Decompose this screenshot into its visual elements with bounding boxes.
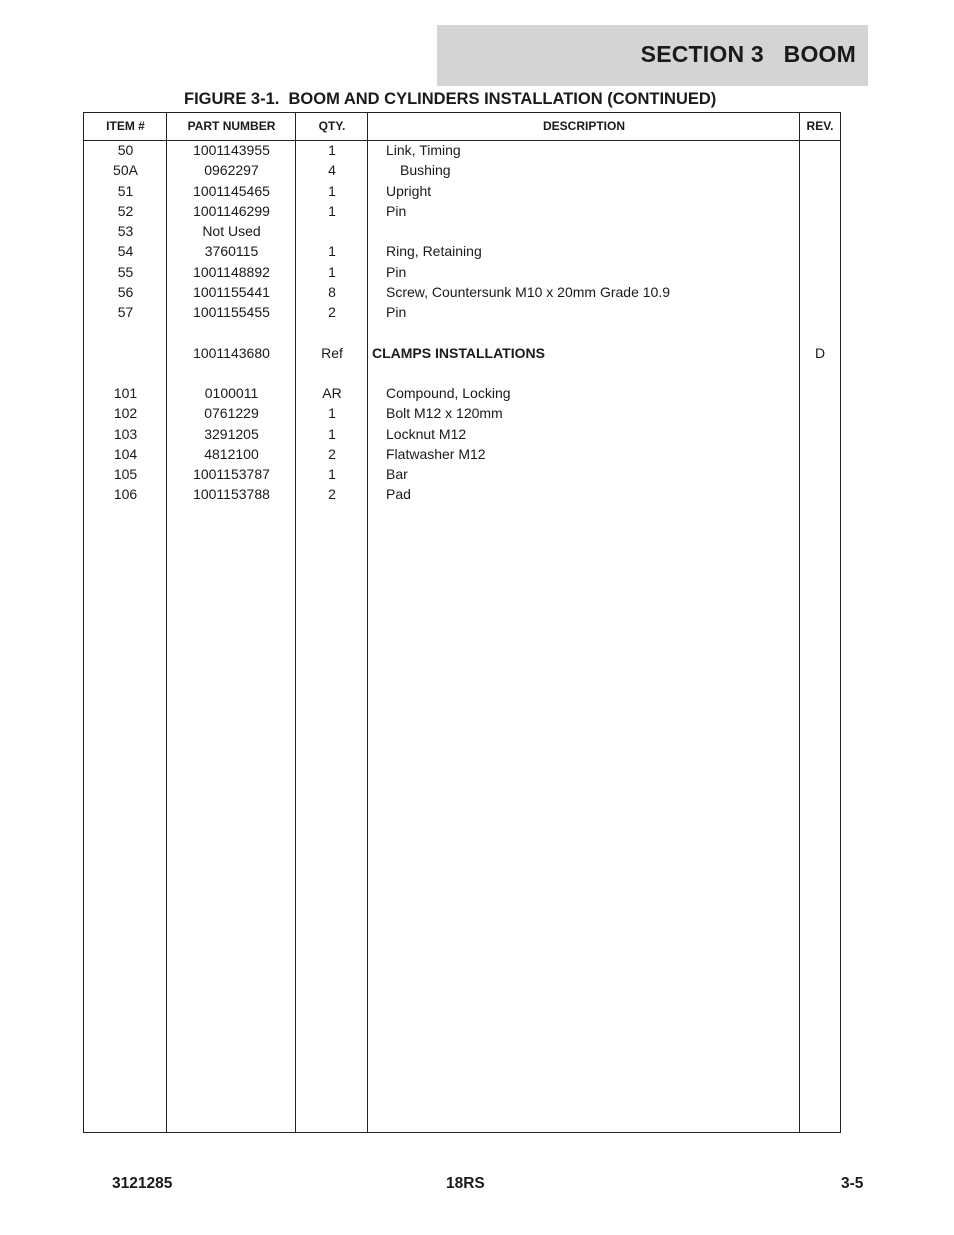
footer-doc-number: 3121285 [112,1175,173,1192]
qty-cell: 4 [328,162,336,179]
part-number-cell: 1001145465 [193,182,270,199]
qty-cell: 2 [328,445,336,462]
description-cell: Bolt M12 x 120mm [386,405,503,422]
qty-cell: 1 [328,243,336,260]
parts-table [83,112,841,1133]
table-row [84,241,840,261]
part-number-cell: 1001143955 [193,142,270,158]
part-number-cell: 0962297 [204,162,259,179]
column-header-qty: QTY. [318,119,346,133]
table-row [84,302,840,322]
part-number-cell: 1001155441 [193,283,270,300]
table-row [84,403,840,423]
description-cell: Pad [386,486,411,503]
description-cell: Compound, Locking [386,385,511,401]
qty-cell: 1 [328,202,336,219]
column-header-rev: REV. [806,119,834,133]
qty-cell: AR [322,385,342,401]
table-row [84,383,840,403]
qty-cell: 1 [328,263,336,280]
qty-cell: 8 [328,283,336,300]
description-cell: Upright [386,182,432,199]
description-cell: Pin [386,304,407,320]
rev-cell: D [814,344,826,361]
part-number-cell: 1001143680 [193,344,270,361]
section-header-box [437,25,868,86]
part-number-cell: 0761229 [204,405,259,422]
qty-cell: 2 [328,486,336,503]
item-cell: 104 [113,445,138,462]
table-row [84,282,840,302]
table-row [84,140,840,160]
section-title: SECTION 3 BOOM [640,41,856,67]
qty-cell: 2 [328,304,336,320]
qty-cell: 1 [328,466,336,482]
table-row [84,221,840,241]
qty-cell: 1 [328,142,336,158]
description-cell: Bushing [400,162,451,179]
part-number-cell: 3760115 [204,243,259,260]
description-cell: Locknut M12 [386,425,467,442]
table-row [84,181,840,201]
item-cell: 103 [113,425,138,442]
item-cell: 52 [117,202,134,219]
part-number-cell: 1001155455 [193,304,270,320]
item-cell: 54 [117,243,134,260]
part-number-cell: 1001153788 [193,486,270,503]
description-cell: Screw, Countersunk M10 x 20mm Grade 10.9 [386,283,671,300]
description-cell: Pin [386,202,407,219]
footer-page-number: 3-5 [841,1175,864,1192]
item-cell: 106 [113,486,138,503]
item-cell: 101 [113,385,138,401]
description-cell: Ring, Retaining [386,243,482,260]
item-cell: 102 [113,405,138,422]
table-row [84,484,840,504]
qty-cell: Ref [321,344,343,361]
item-cell: 50 [117,142,134,158]
table-row [84,322,840,342]
part-number-cell: 1001146299 [193,202,270,219]
item-cell: 53 [117,223,134,239]
table-row [84,201,840,221]
column-header-part-number: PART NUMBER [187,119,276,133]
item-cell: 51 [117,182,134,199]
footer-model: 18RS [446,1175,485,1192]
table-row [84,363,840,383]
part-number-cell: 1001148892 [193,263,270,280]
table-row [84,160,840,180]
qty-cell: 1 [328,182,336,199]
item-cell: 50A [113,162,138,179]
part-number-cell: 1001153787 [193,466,270,482]
column-header-item: ITEM # [106,119,145,133]
table-row [84,444,840,464]
part-number-cell: 4812100 [204,445,259,462]
table-row [84,464,840,484]
table-body [84,140,840,505]
item-cell: 57 [117,304,134,320]
table-row [84,424,840,444]
qty-cell: 1 [328,405,336,422]
table-row [84,343,840,363]
description-cell: Bar [386,466,408,482]
description-cell: Pin [386,263,407,280]
column-header-description: DESCRIPTION [542,119,625,133]
part-number-cell: 3291205 [204,425,259,442]
part-number-cell: Not Used [202,223,261,239]
description-cell: Flatwasher M12 [386,445,486,462]
qty-cell: 1 [328,425,336,442]
item-cell: 55 [117,263,134,280]
item-cell: 105 [113,466,138,482]
description-cell: CLAMPS INSTALLATIONS [372,344,545,361]
table-row [84,262,840,282]
item-cell: 56 [117,283,134,300]
part-number-cell: 0100011 [204,385,259,401]
description-cell: Link, Timing [386,142,461,158]
figure-title: FIGURE 3-1. BOOM AND CYLINDERS INSTALLATION (CONTINUED) [184,90,717,108]
